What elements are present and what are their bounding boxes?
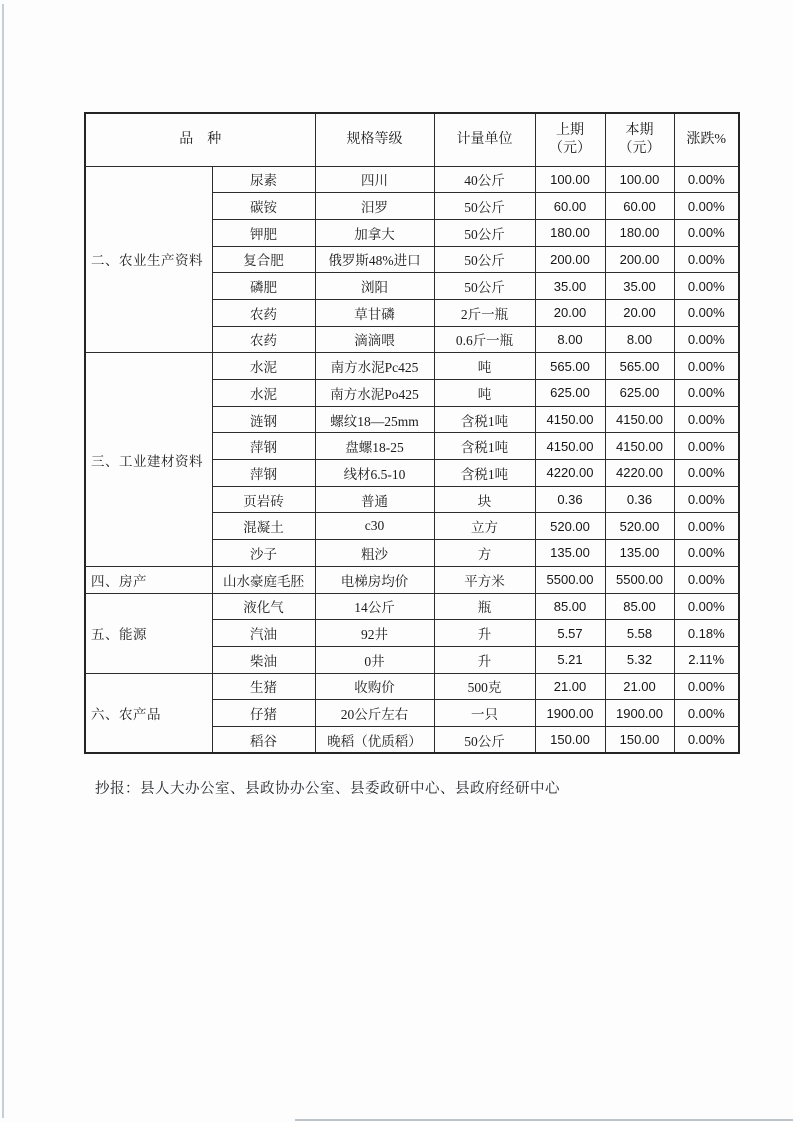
header-curr-price	[605, 113, 674, 166]
group-label: 四、房产	[85, 566, 212, 593]
change-pct: 0.00%	[674, 566, 739, 593]
curr-price: 60.00	[605, 193, 674, 220]
spec-grade: c30	[315, 513, 434, 540]
spec-grade: 汨罗	[315, 193, 434, 220]
item-name: 仔猪	[212, 700, 315, 727]
change-pct: 0.00%	[674, 700, 739, 727]
prev-price: 180.00	[535, 219, 605, 246]
measure-unit: 含税1吨	[434, 406, 535, 433]
measure-unit: 瓶	[434, 593, 535, 620]
item-name: 页岩砖	[212, 486, 315, 513]
measure-unit: 40公斤	[434, 166, 535, 193]
change-pct: 0.00%	[674, 380, 739, 407]
change-pct: 0.00%	[674, 299, 739, 326]
item-name: 柴油	[212, 646, 315, 673]
curr-price: 8.00	[605, 326, 674, 353]
spec-grade: 草甘磷	[315, 299, 434, 326]
spec-grade: 盘螺18-25	[315, 433, 434, 460]
prev-price: 60.00	[535, 193, 605, 220]
measure-unit: 方	[434, 540, 535, 567]
curr-price: 200.00	[605, 246, 674, 273]
curr-price: 625.00	[605, 380, 674, 407]
measure-unit: 含税1吨	[434, 460, 535, 487]
item-name: 尿素	[212, 166, 315, 193]
prev-price: 20.00	[535, 299, 605, 326]
prev-price: 5.57	[535, 620, 605, 647]
prev-price: 85.00	[535, 593, 605, 620]
item-name: 山水豪庭毛胚	[212, 566, 315, 593]
item-name: 萍钢	[212, 460, 315, 487]
change-pct: 0.00%	[674, 406, 739, 433]
spec-grade: 14公斤	[315, 593, 434, 620]
change-pct: 0.00%	[674, 513, 739, 540]
prev-price: 100.00	[535, 166, 605, 193]
measure-unit: 块	[434, 486, 535, 513]
measure-unit: 500克	[434, 673, 535, 700]
prev-price: 21.00	[535, 673, 605, 700]
table-row	[85, 166, 739, 193]
item-name: 混凝土	[212, 513, 315, 540]
measure-unit: 立方	[434, 513, 535, 540]
change-pct: 0.00%	[674, 219, 739, 246]
curr-price: 135.00	[605, 540, 674, 567]
spec-grade: 电梯房均价	[315, 566, 434, 593]
spec-grade: 普通	[315, 486, 434, 513]
group-label: 五、能源	[85, 593, 212, 673]
curr-price: 100.00	[605, 166, 674, 193]
item-name: 农药	[212, 326, 315, 353]
item-name: 磷肥	[212, 273, 315, 300]
curr-price: 5.32	[605, 646, 674, 673]
prev-price: 1900.00	[535, 700, 605, 727]
prev-price: 35.00	[535, 273, 605, 300]
curr-price: 180.00	[605, 219, 674, 246]
spec-grade: 线材6.5-10	[315, 460, 434, 487]
change-pct: 0.00%	[674, 540, 739, 567]
header-curr-unit: （元）	[618, 140, 661, 156]
curr-price: 21.00	[605, 673, 674, 700]
footer-note: 抄报：县人大办公室、县政协办公室、县委政研中心、县政府经研中心	[95, 781, 560, 797]
item-name: 生猪	[212, 673, 315, 700]
curr-price: 520.00	[605, 513, 674, 540]
prev-price: 625.00	[535, 380, 605, 407]
curr-price: 85.00	[605, 593, 674, 620]
measure-unit: 含税1吨	[434, 433, 535, 460]
header-spec: 规格等级	[315, 113, 434, 166]
measure-unit: 吨	[434, 380, 535, 407]
prev-price: 135.00	[535, 540, 605, 567]
group-label: 三、工业建材资料	[85, 353, 212, 567]
table-body	[85, 166, 739, 753]
item-name: 涟钢	[212, 406, 315, 433]
curr-price: 565.00	[605, 353, 674, 380]
spec-grade: 加拿大	[315, 219, 434, 246]
change-pct: 0.00%	[674, 433, 739, 460]
prev-price: 5500.00	[535, 566, 605, 593]
spec-grade: 粗沙	[315, 540, 434, 567]
spec-grade: 20公斤左右	[315, 700, 434, 727]
measure-unit: 平方米	[434, 566, 535, 593]
item-name: 水泥	[212, 380, 315, 407]
change-pct: 2.11%	[674, 646, 739, 673]
change-pct: 0.00%	[674, 353, 739, 380]
item-name: 液化气	[212, 593, 315, 620]
curr-price: 4220.00	[605, 460, 674, 487]
header-curr-label: 本期	[625, 122, 654, 138]
item-name: 碳铵	[212, 193, 315, 220]
change-pct: 0.00%	[674, 726, 739, 753]
spec-grade: 浏阳	[315, 273, 434, 300]
curr-price: 20.00	[605, 299, 674, 326]
curr-price: 150.00	[605, 726, 674, 753]
curr-price: 35.00	[605, 273, 674, 300]
table-row	[85, 593, 739, 620]
curr-price: 4150.00	[605, 433, 674, 460]
header-prev-price	[535, 113, 605, 166]
spec-grade: 南方水泥Po425	[315, 380, 434, 407]
item-name: 稻谷	[212, 726, 315, 753]
spec-grade: 滴滴喂	[315, 326, 434, 353]
prev-price: 565.00	[535, 353, 605, 380]
header-change-pct: 涨跌%	[674, 113, 739, 166]
measure-unit: 升	[434, 646, 535, 673]
spec-grade: 0井	[315, 646, 434, 673]
prev-price: 4150.00	[535, 406, 605, 433]
header-variety: 品 种	[85, 113, 315, 166]
table-row	[85, 353, 739, 380]
header-unit: 计量单位	[434, 113, 535, 166]
prev-price: 0.36	[535, 486, 605, 513]
curr-price: 4150.00	[605, 406, 674, 433]
scan-edge-left	[2, 4, 4, 1118]
spec-grade: 南方水泥Pc425	[315, 353, 434, 380]
item-name: 萍钢	[212, 433, 315, 460]
change-pct: 0.00%	[674, 593, 739, 620]
spec-grade: 晚稻（优质稻）	[315, 726, 434, 753]
curr-price: 1900.00	[605, 700, 674, 727]
prev-price: 4220.00	[535, 460, 605, 487]
curr-price: 0.36	[605, 486, 674, 513]
change-pct: 0.00%	[674, 193, 739, 220]
measure-unit: 0.6斤一瓶	[434, 326, 535, 353]
change-pct: 0.00%	[674, 460, 739, 487]
item-name: 沙子	[212, 540, 315, 567]
table-row	[85, 566, 739, 593]
measure-unit: 一只	[434, 700, 535, 727]
measure-unit: 50公斤	[434, 193, 535, 220]
curr-price: 5.58	[605, 620, 674, 647]
scan-edge-bottom	[295, 1119, 793, 1121]
prev-price: 520.00	[535, 513, 605, 540]
prev-price: 4150.00	[535, 433, 605, 460]
group-label: 二、农业生产资料	[85, 166, 212, 353]
item-name: 农药	[212, 299, 315, 326]
measure-unit: 50公斤	[434, 726, 535, 753]
measure-unit: 吨	[434, 353, 535, 380]
spec-grade: 92井	[315, 620, 434, 647]
change-pct: 0.00%	[674, 246, 739, 273]
prev-price: 150.00	[535, 726, 605, 753]
item-name: 水泥	[212, 353, 315, 380]
change-pct: 0.00%	[674, 673, 739, 700]
spec-grade: 四川	[315, 166, 434, 193]
item-name: 钾肥	[212, 219, 315, 246]
item-name: 汽油	[212, 620, 315, 647]
group-label: 六、农产品	[85, 673, 212, 753]
item-name: 复合肥	[212, 246, 315, 273]
change-pct: 0.18%	[674, 620, 739, 647]
change-pct: 0.00%	[674, 166, 739, 193]
prev-price: 200.00	[535, 246, 605, 273]
spec-grade: 螺纹18—25mm	[315, 406, 434, 433]
measure-unit: 50公斤	[434, 219, 535, 246]
prev-price: 5.21	[535, 646, 605, 673]
table-row	[85, 673, 739, 700]
measure-unit: 2斤一瓶	[434, 299, 535, 326]
measure-unit: 50公斤	[434, 246, 535, 273]
prev-price: 8.00	[535, 326, 605, 353]
change-pct: 0.00%	[674, 273, 739, 300]
price-table	[84, 112, 740, 754]
spec-grade: 俄罗斯48%进口	[315, 246, 434, 273]
header-prev-label: 上期	[556, 122, 584, 138]
header-row	[85, 113, 739, 166]
measure-unit: 50公斤	[434, 273, 535, 300]
curr-price: 5500.00	[605, 566, 674, 593]
header-prev-unit: （元）	[549, 140, 591, 156]
change-pct: 0.00%	[674, 486, 739, 513]
change-pct: 0.00%	[674, 326, 739, 353]
spec-grade: 收购价	[315, 673, 434, 700]
measure-unit: 升	[434, 620, 535, 647]
